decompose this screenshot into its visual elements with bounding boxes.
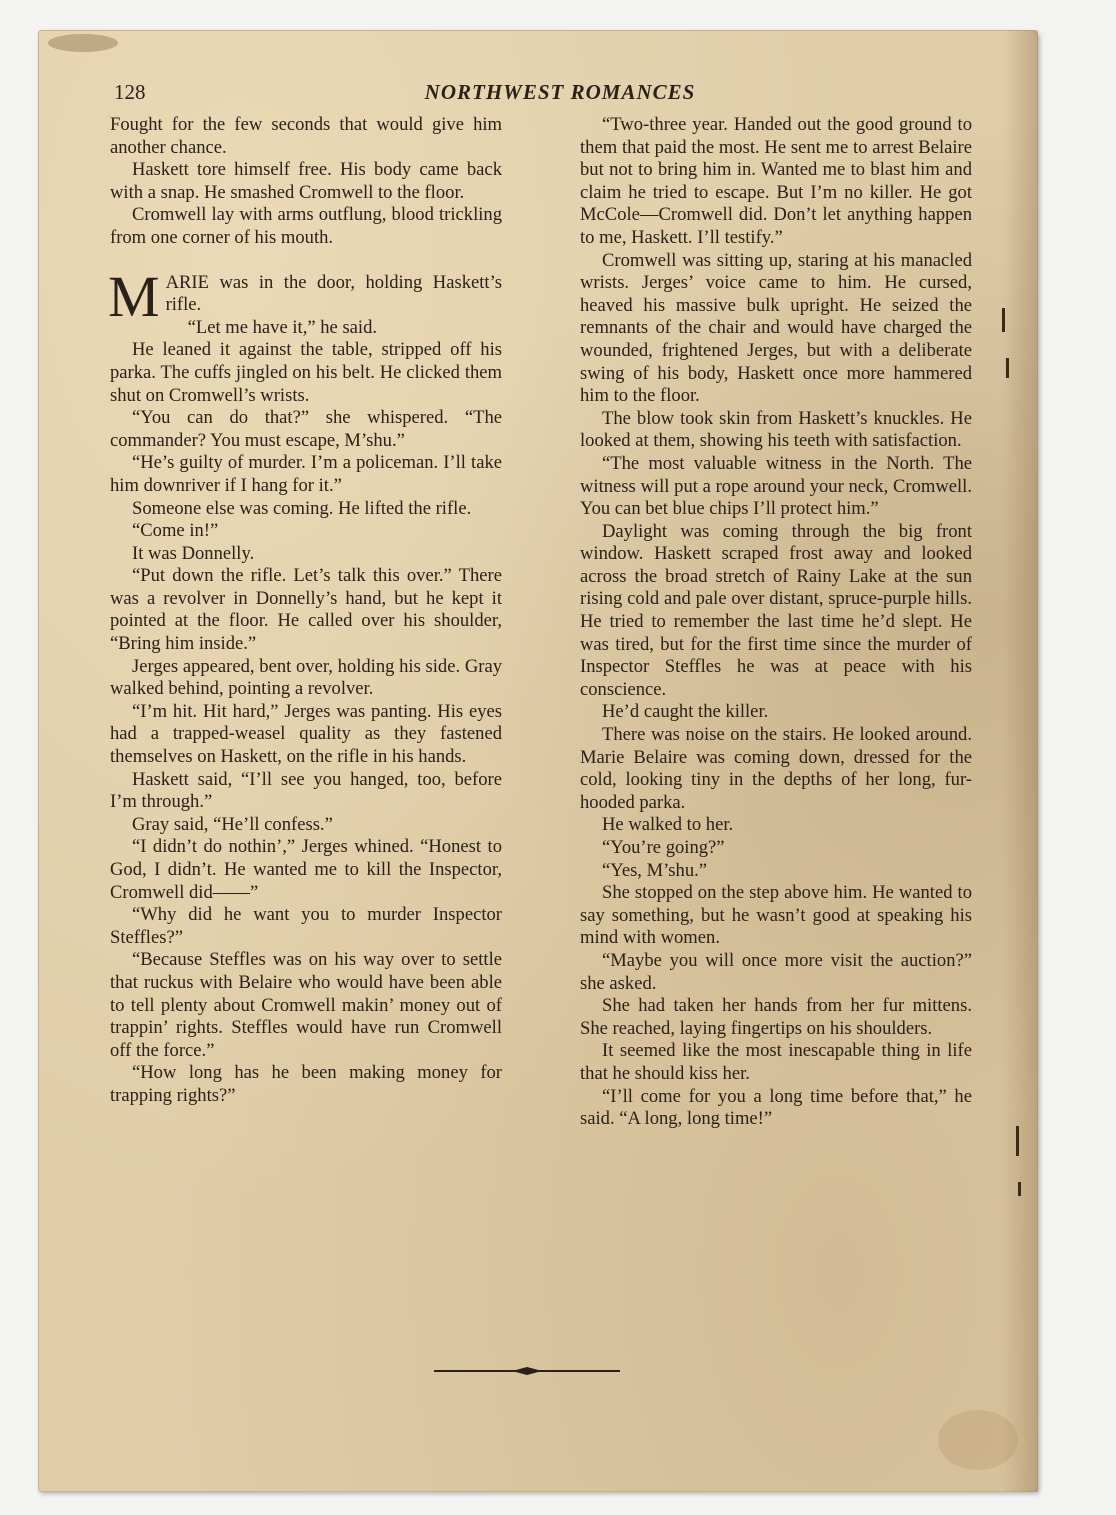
paragraph-text: “Come in!” [132,520,219,542]
paragraph [110,543,502,566]
paragraph [580,701,972,724]
paragraph-text: “Why did he want you to murder Inspector Steffles?” [110,904,502,948]
paragraph [110,836,502,904]
paragraph-text: Someone else was coming. He lifted the rifle. [132,497,472,519]
ornament-rule [432,1364,622,1378]
paragraph-text: Daylight was coming through the big front window. Haskett scraped frost away and looked across the broad stretch of Rainy Lake at the sun rising cold and pale over distant, spruce-purple hills. He tried to remember the last time he’d slept. He was tired, but for the first time since the murder of Inspector Steffles he was at peace with his conscience. [580,520,972,700]
paper-stain [48,34,118,52]
paragraph-text: The blow took skin from Haskett’s knuckles. He looked at them, showing his teeth with satisfaction. [580,407,972,452]
paragraph-text: It seemed like the most inescapable thing in life that he should kiss her. [580,1040,972,1084]
paragraph-text: She stopped on the step above him. He wanted to say something, but he wasn’t good at speaking his mind with women. [580,882,972,949]
paragraph-text: There was noise on the stairs. He looked around. Marie Belaire was coming down, dressed for the cold, looking tiny in the depths of her long, fur-hooded parka. [580,724,972,813]
paragraph [580,882,972,950]
page-edge-shadow [1002,30,1038,1492]
paragraph [110,159,502,204]
paragraph [580,114,972,250]
magazine-page [38,30,1038,1492]
paragraph-text: “The most valuable witness in the North. The witness will put a rope around your neck, Cromwell. You can bet blue chips I’ll protect him.” [580,452,972,520]
paragraph [110,317,502,340]
paragraph [580,860,972,883]
paragraph [110,656,502,701]
left-column [110,114,502,1131]
paragraph-text: “How long has he been making money for trapping rights?” [110,1062,502,1106]
paragraph [110,565,502,655]
paragraph-text: Haskett said, “I’ll see you hanged, too, before I’m through.” [110,768,502,813]
paragraph-text: He walked to her. [602,814,734,836]
paragraph-text: It was Donnelly. [132,542,255,564]
page-header [110,76,972,110]
paragraph-text: Jerges appeared, bent over, holding his side. Gray walked behind, pointing a revolver. [110,655,502,700]
paragraph [110,520,502,543]
paragraph [110,452,502,497]
staple-mark [1016,1126,1019,1156]
paragraph [110,701,502,769]
paragraph [580,453,972,521]
right-column [580,114,972,1131]
paragraph-text: Fought for the few seconds that would give him another chance. [110,114,502,158]
page-number: 128 [114,80,146,104]
paragraph-text: Gray said, “He’ll confess.” [132,813,333,835]
paragraph-text: ARIE was in the door, holding Haskett’s rifle. [165,271,502,316]
paragraph-text: Cromwell lay with arms outflung, blood trickling from one corner of his mouth. [110,204,502,248]
staple-mark [1002,308,1005,332]
paragraph [110,114,502,159]
paragraph [110,1062,502,1107]
paragraph [110,498,502,521]
paragraph [580,1040,972,1085]
page-text-area [110,76,972,1131]
paragraph-text: “Maybe you will once more visit the auction?” she asked. [580,949,972,994]
paragraph-text: “Because Steffles was on his way over to settle that ruckus with Belaire who would have been able to tell plenty about Cromwell makin’ money out of trappin’ rights. Steffles would have run Cromwell off the force.” [110,949,502,1061]
paragraph [580,724,972,814]
paragraph-text: “He’s guilty of murder. I’m a policeman. I’ll take him downriver if I hang for it.” [110,452,502,496]
paragraph-text: “Put down the rifle. Let’s talk this over.” There was a revolver in Donnelly’s hand, but he kept it pointed at the floor. He called over his shoulder, “Bring him inside.” [110,565,502,655]
text-columns [110,114,972,1131]
paragraph-text: Cromwell was sitting up, staring at his manacled wrists. Jerges’ voice came to him. He cursed, heaved his massive bulk upright. He seized the remnants of the chair and would have charged the wounded, frightened Jerges, but with a deliberate swing of his body, Haskett once more hammered him to the floor. [580,249,972,407]
paragraph [110,904,502,949]
paragraph-text: “I’ll come for you a long time before that,” he said. “A long, long time!” [580,1085,972,1130]
paragraph-text: “I’m hit. Hit hard,” Jerges was panting. His eyes had a trapped-weasel quality as they fastened themselves on Haskett, on the rifle in his hands. [110,700,502,768]
paragraph-text: “Two-three year. Handed out the good ground to them that paid the most. He sent me to arrest Belaire but not to bring him in. Wanted me to blast him and claim he tried to escape. But I’m no killer. He got McCole—Cromwell did. Don’t let anything happen to me, Haskett. I’ll testify.” [580,114,972,248]
paragraph [110,814,502,837]
paragraph [580,250,972,408]
paragraph [110,769,502,814]
paragraph-text: He’d caught the killer. [602,701,769,723]
paragraph [580,814,972,837]
paragraph-text: Haskett tore himself free. His body came back with a snap. He smashed Cromwell to the floor. [110,159,502,203]
staple-mark [1006,358,1009,378]
drop-cap: M [108,263,160,329]
paragraph [110,339,502,407]
paragraph-text: “You’re going?” [602,837,725,858]
paragraph [580,1086,972,1131]
paragraph-text: “I didn’t do nothin’,” Jerges whined. “Honest to God, I didn’t. He wanted me to kill the Inspector, Cromwell did——” [110,836,502,903]
paragraph-text: “Let me have it,” he said. [187,316,378,338]
paragraph [110,204,502,249]
paragraph [580,837,972,860]
paragraph [110,407,502,452]
paper-stain [938,1410,1018,1470]
paragraph-text: “Yes, M’shu.” [602,859,708,881]
paragraph [580,995,972,1040]
running-head: NORTHWEST ROMANCES [424,80,696,104]
paragraph [580,408,972,453]
paragraph-text: “You can do that?” she whispered. “The commander? You must escape, M’shu.” [110,407,502,451]
paragraph-text: She had taken her hands from her fur mittens. She reached, laying fingertips on his shoulders. [580,995,972,1039]
paragraph [580,950,972,995]
paragraph [110,949,502,1062]
section-break [110,250,502,272]
paragraph-text: He leaned it against the table, stripped off his parka. The cuffs jingled on his belt. He clicked them shut on Cromwell’s wrists. [110,339,502,406]
paragraph [580,521,972,702]
staple-mark [1018,1182,1021,1196]
